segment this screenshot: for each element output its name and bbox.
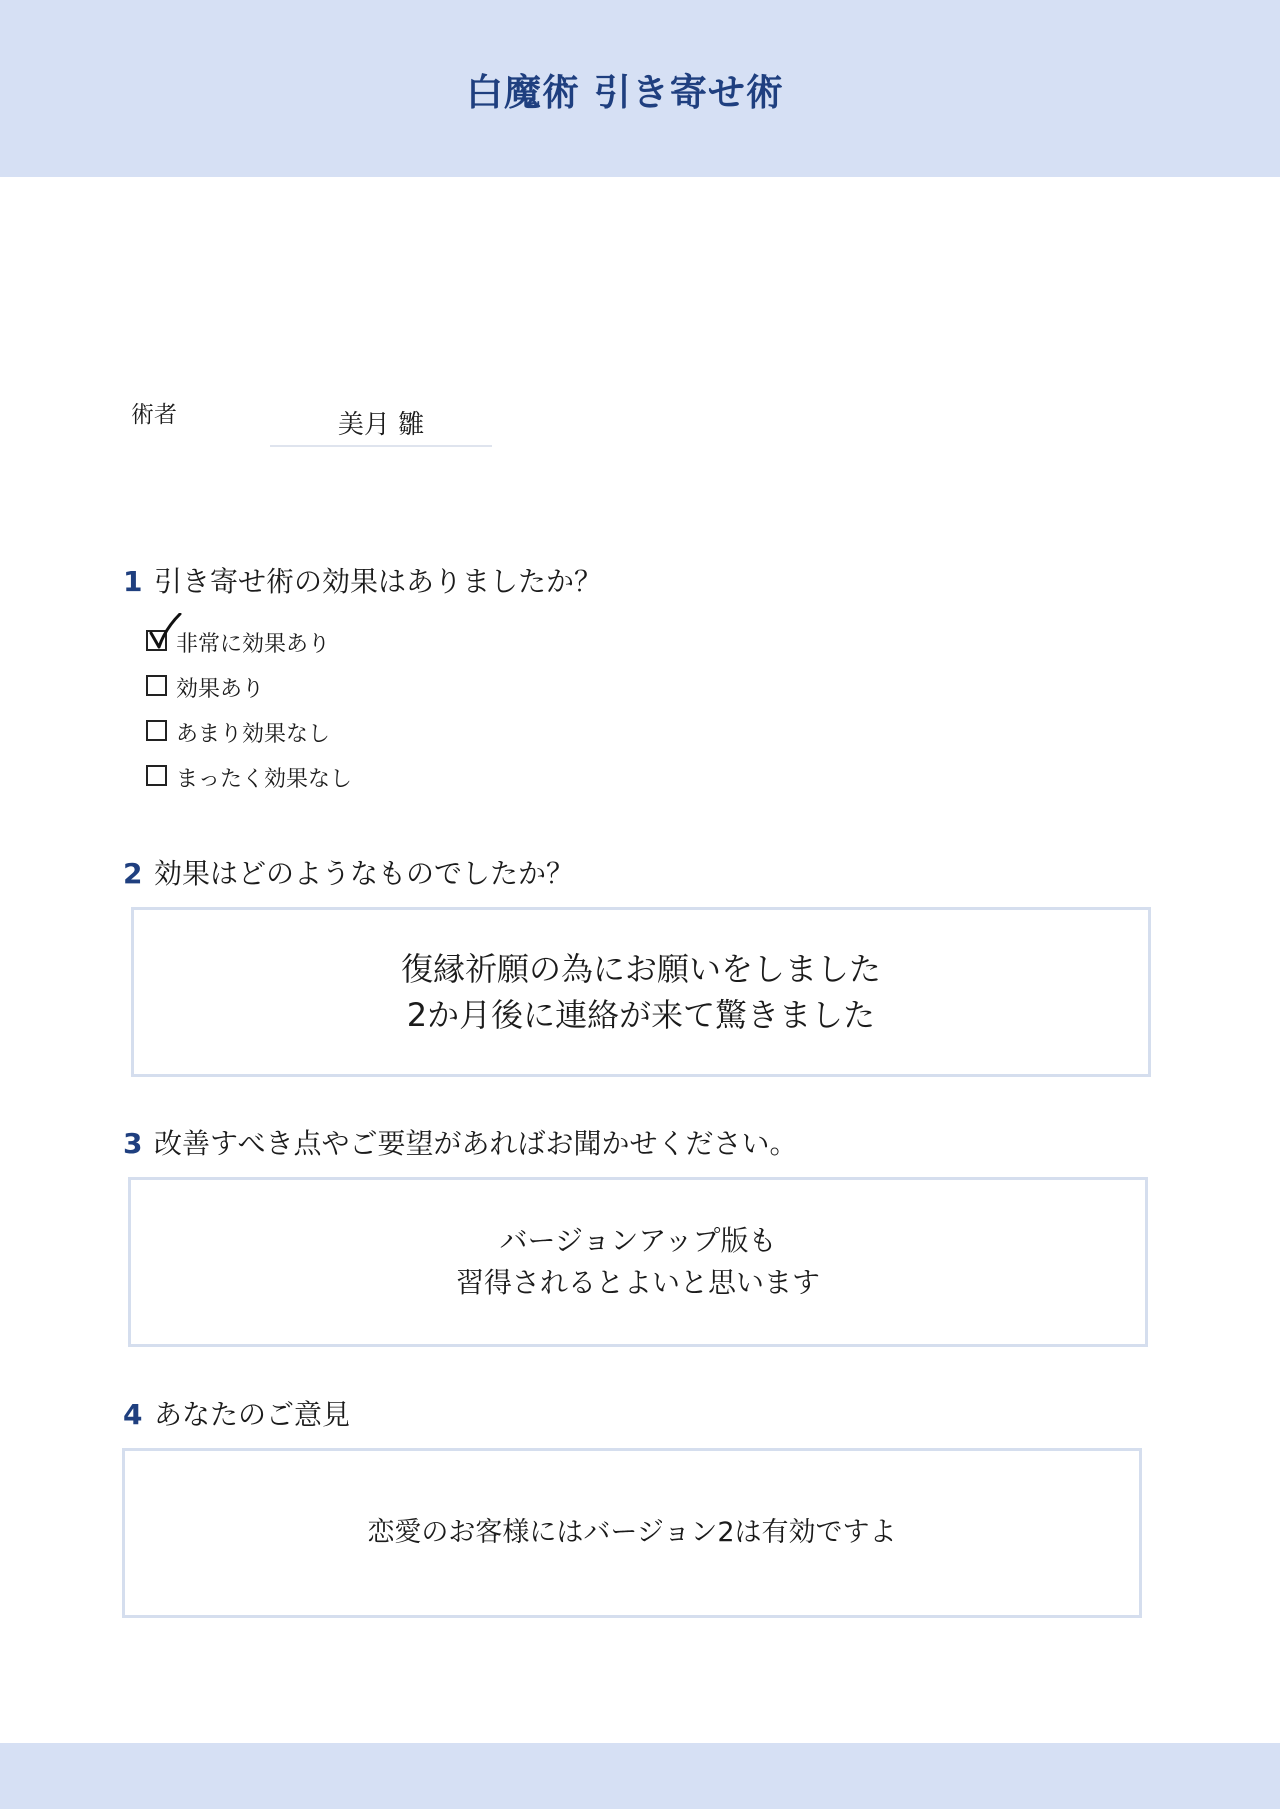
question-text: あなたのご意見: [154, 1398, 351, 1431]
question-4: [123, 1393, 350, 1433]
answer-line: 復縁祈願の為にお願いをしました: [400, 950, 881, 988]
checkbox[interactable]: [146, 765, 167, 786]
answer-line: 習得されるとよいと思います: [455, 1266, 820, 1299]
practitioner-label: 術者: [131, 402, 177, 428]
footer-band: [0, 1743, 1280, 1809]
practitioner-name-field[interactable]: 美月 雛: [337, 410, 425, 440]
answer-box-3[interactable]: [128, 1177, 1148, 1347]
answer-text: [367, 1513, 896, 1553]
answer-line: バージョンアップ版も: [499, 1224, 777, 1257]
checkbox[interactable]: [146, 675, 167, 696]
checkbox[interactable]: [146, 720, 167, 741]
option-label: あまり効果なし: [176, 722, 331, 747]
question-1: [123, 560, 602, 600]
question-number: 2: [123, 857, 143, 890]
question-2: [123, 852, 574, 892]
option-label: まったく効果なし: [176, 767, 353, 792]
question-number: 4: [123, 1398, 143, 1431]
practitioner-underline: [270, 445, 492, 447]
answer-text: [456, 1220, 820, 1304]
answer-line: 2か月後に連絡が来て驚きました: [406, 996, 876, 1034]
question-text: 引き寄せ術の効果はありましたか？: [154, 565, 603, 598]
question-3: [123, 1122, 797, 1162]
question-text: 効果はどのようなものでしたか？: [154, 857, 575, 890]
question-text: 改善すべき点やご要望があればお聞かせください。: [154, 1127, 798, 1160]
answer-line: 恋愛のお客様にはバージョン2は有効ですよ: [367, 1517, 897, 1548]
answer-box-2[interactable]: [131, 907, 1151, 1077]
option-label: 効果あり: [176, 677, 265, 702]
option-label: 非常に効果あり: [176, 632, 331, 657]
answer-text: [401, 946, 881, 1038]
question-number: 1: [123, 565, 143, 598]
page-title: 白魔術 引き寄せ術: [466, 71, 784, 114]
question-number: 3: [123, 1127, 143, 1160]
answer-box-4[interactable]: [122, 1448, 1142, 1618]
